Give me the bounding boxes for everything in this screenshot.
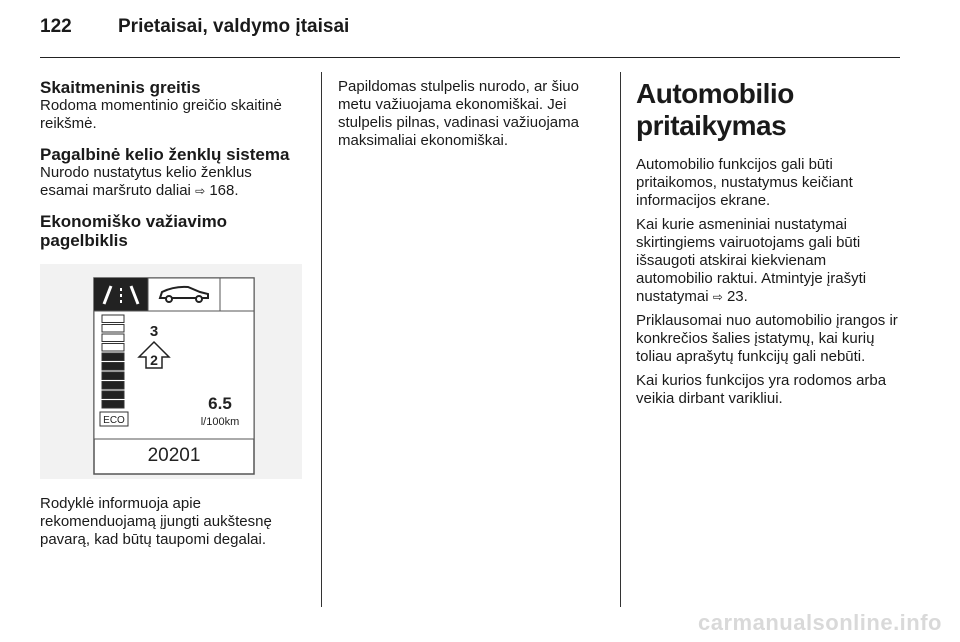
eco-bar-segment: [102, 334, 124, 342]
eco-assistant-heading: Ekonomiško važiavimo pagelbiklis: [40, 212, 228, 250]
traffic-sign-assistant-text: Nurodo nustatytus kelio ženklus esamai maršruto daliai ⇨ 168.: [40, 164, 252, 199]
reference-arrow-icon: ⇨: [195, 184, 206, 198]
digital-speed-text: Rodoma momentinio greičio skaitinė reikšmė.: [40, 97, 282, 132]
consumption-value: 6.5: [208, 394, 232, 413]
page-number: 122: [40, 16, 72, 37]
page-title: Prietaisai, valdymo įtaisai: [118, 16, 350, 37]
personalization-paragraph-2: Kai kurie asmeniniai nustatymai skirtingiems vairuotojams gali būti išsaugoti atskirai kiekvienam automobilio raktui. Atmintyje įrašyti nustatymai ⇨ 23.: [636, 216, 867, 305]
eco-bar-description: Papildomas stulpelis nurodo, ar šiuo metu važiuojama ekonomiškai. Jei stulpelis pilnas, vadinasi važiuojama maksimaliai ekonomiškai.: [338, 78, 579, 149]
eco-bar-segment: [102, 363, 124, 371]
eco-bar-segment: [102, 353, 124, 361]
odometer-value: 20201: [147, 445, 201, 466]
eco-bar-segment: [102, 344, 124, 352]
reference-arrow-icon: ⇨: [712, 290, 723, 304]
eco-bar-segment: [102, 315, 124, 323]
column-divider-2: [620, 72, 621, 607]
eco-display-figure: [40, 264, 302, 479]
header-rule: [40, 57, 900, 58]
consumption-unit: l/100km: [200, 416, 240, 428]
column-divider-1: [321, 72, 322, 607]
column-3: [636, 78, 900, 414]
column-1: [40, 78, 302, 549]
page-reference-link[interactable]: 168.: [209, 182, 239, 199]
personalization-paragraph-4: Kai kurios funkcijos yra rodomos arba veikia dirbant varikliui.: [636, 372, 887, 407]
page-reference-link[interactable]: 23.: [726, 288, 748, 305]
column-2: [338, 78, 602, 150]
traffic-sign-assistant-heading: Pagalbinė kelio ženklų sistema: [40, 145, 290, 164]
digital-speed-heading: Skaitmeninis greitis: [40, 78, 201, 97]
eco-bar-segment: [102, 391, 124, 399]
eco-bar-segment: [102, 401, 124, 409]
current-gear: 3: [149, 323, 159, 340]
lane-assist-icon: [94, 278, 148, 311]
recommended-gear: 2: [150, 352, 158, 368]
vehicle-personalization-heading: Automobilio pritaikymas: [636, 78, 794, 141]
eco-bar-segment: [102, 325, 124, 333]
instrument-display-illustration: [40, 264, 302, 479]
eco-bar-segment: [102, 372, 124, 380]
watermark: carmanualsonline.info: [698, 610, 942, 635]
personalization-paragraph-3: Priklausomai nuo automobilio įrangos ir konkrečios šalies įstatymų, kai kurių toliau aprašytų funkcijų gali nebūti.: [636, 312, 898, 365]
personalization-paragraph-1: Automobilio funkcijos gali būti pritaikomos, nustatymus keičiant informacijos ekrane.: [636, 156, 853, 209]
eco-label: ECO: [103, 415, 125, 426]
eco-display-caption: Rodyklė informuoja apie rekomenduojamą įjungti aukštesnę pavarą, kad būtų taupomi degalai.: [40, 495, 272, 548]
eco-bar-segment: [102, 382, 124, 390]
